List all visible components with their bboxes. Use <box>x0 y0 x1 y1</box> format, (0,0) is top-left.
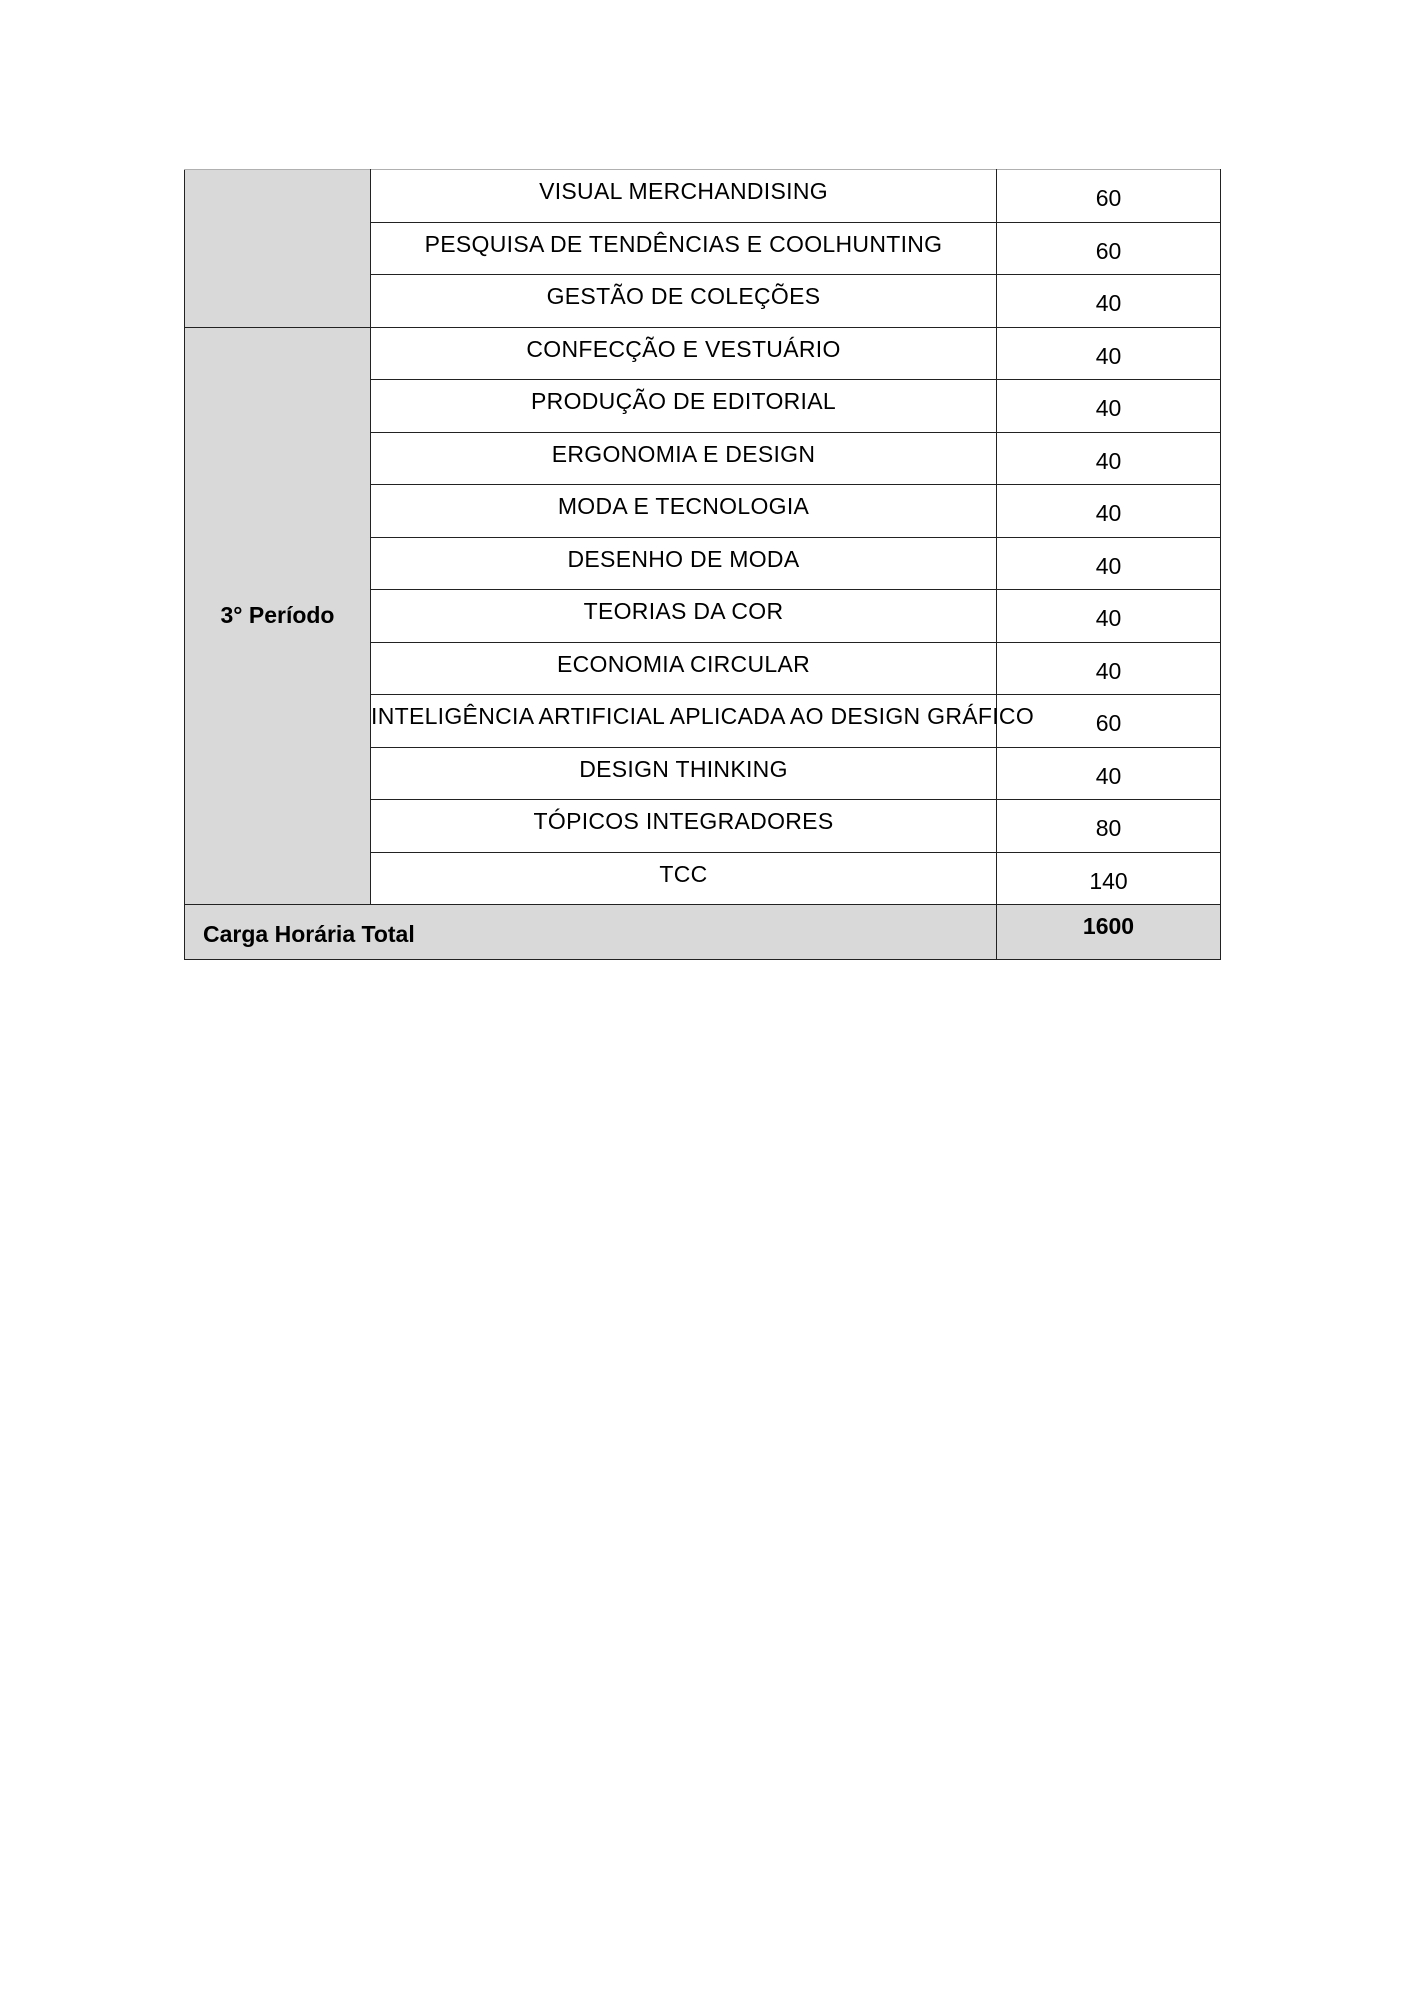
hours-cell: 40 <box>997 642 1221 695</box>
hours-cell: 40 <box>997 432 1221 485</box>
subject-cell: TEORIAS DA COR <box>371 590 997 643</box>
hours-cell: 140 <box>997 852 1221 905</box>
subject-cell: DESENHO DE MODA <box>371 537 997 590</box>
period-cell-continued <box>185 170 371 328</box>
hours-cell: 40 <box>997 275 1221 328</box>
subject-cell: TCC <box>371 852 997 905</box>
period-label: 3° Período <box>185 327 371 905</box>
hours-cell: 40 <box>997 485 1221 538</box>
total-value: 1600 <box>997 905 1221 960</box>
hours-cell: 60 <box>997 170 1221 223</box>
hours-cell: 40 <box>997 590 1221 643</box>
hours-cell: 80 <box>997 800 1221 853</box>
hours-cell: 40 <box>997 380 1221 433</box>
hours-cell: 40 <box>997 747 1221 800</box>
subject-cell: ECONOMIA CIRCULAR <box>371 642 997 695</box>
subject-cell: MODA E TECNOLOGIA <box>371 485 997 538</box>
table-row <box>185 170 1221 223</box>
total-row <box>185 905 1221 960</box>
hours-cell: 60 <box>997 695 1221 748</box>
curriculum-table <box>184 169 1221 960</box>
subject-cell: DESIGN THINKING <box>371 747 997 800</box>
hours-cell: 60 <box>997 222 1221 275</box>
subject-cell: GESTÃO DE COLEÇÕES <box>371 275 997 328</box>
subject-cell: CONFECÇÃO E VESTUÁRIO <box>371 327 997 380</box>
subject-cell: TÓPICOS INTEGRADORES <box>371 800 997 853</box>
subject-cell: PRODUÇÃO DE EDITORIAL <box>371 380 997 433</box>
subject-cell: ERGONOMIA E DESIGN <box>371 432 997 485</box>
total-label: Carga Horária Total <box>185 905 997 960</box>
hours-cell: 40 <box>997 537 1221 590</box>
subject-cell: INTELIGÊNCIA ARTIFICIAL APLICADA AO DESIGN GRÁFICO <box>371 695 997 748</box>
subject-cell: VISUAL MERCHANDISING <box>371 170 997 223</box>
hours-cell: 40 <box>997 327 1221 380</box>
table-row <box>185 327 1221 380</box>
subject-cell: PESQUISA DE TENDÊNCIAS E COOLHUNTING <box>371 222 997 275</box>
